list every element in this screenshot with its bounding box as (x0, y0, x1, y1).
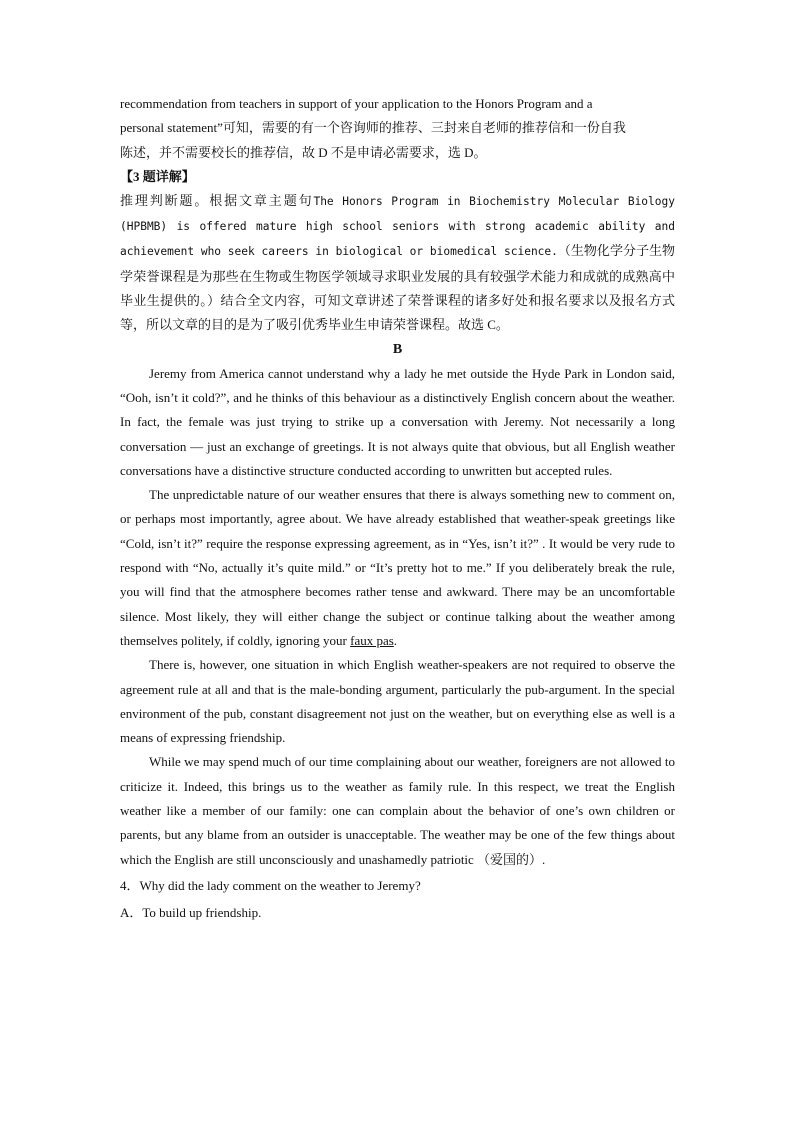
paragraph-2-end: . (393, 632, 398, 648)
passage-paragraph-1: Jeremy from America cannot understand why a lady he met outside the Hyde Park in London said, “Ooh, isn’t it cold?”, and he thinks of this behaviour as a distinctively English concern about the weather. In fact, the female was just trying to strike up a conversation with Jeremy. Not necessarily a long conversation — just an exchange of greetings. It is not always quite that obvious, but all English weather conversations have a distinctive structure conducted according to unwritten but accepted rules. (120, 365, 675, 478)
previous-answer (120, 92, 675, 165)
q3-explanation (120, 189, 675, 338)
passage-paragraph-3: There is, however, one situation in which English weather-speakers are not required to observe the agreement rule at all and that is the male-bonding argument, particularly the pub-argument. In the special environment of the pub, constant disagreement not just on the weather, but on everything else as well is a means of expressing friendship. (120, 657, 675, 746)
q3-quote: The Honors Program in Biochemistry Molecular Biology (HPBMB) is offered mature high school seniors with strong academic ability and achievement who seek careers in biological or biomedical science. (120, 194, 675, 259)
q3-intro: 推理判断题。根据文章主题句 (120, 192, 314, 208)
passage-paragraph-4: While we may spend much of our time complaining about our weather, foreigners are not allowed to criticize it. Indeed, this brings us to the weather as family rule. In this respect, we treat the English weather like a member of our family: one can complain about the behavior of one’s own children or parents, but any blame from an outsider is unacceptable. The weather may be one of the few things about which the English are still unconsciously and unashamedly patriotic （爱国的）. (120, 754, 675, 867)
paragraph-2-text: The unpredictable nature of our weather ensures that there is always something new to comment on, or perhaps most importantly, agree about. We have already established that weather-speak greetings like “Cold, isn’t it?” require the response expressing agreement, as in “Yes, isn’t it?” . It would be very rude to respond with “No, actually it’s quite mild.” or “It’s pretty hot to me.” If you deliberately break the rule, you will find that the atmosphere becomes rather tense and awkward. There may be an uncomfortable silence. Most likely, they will either change the subject or continue talking about the weather among themselves politely, if coldly, ignoring your (120, 487, 675, 648)
faux-pas-underlined: faux pas (350, 632, 394, 648)
previous-answer-line-1: recommendation from teachers in support of your application to the Honors Program and a (120, 96, 593, 111)
section-b-title: B (392, 341, 403, 357)
question-4-stem: 4．Why did the lady comment on the weather to Jeremy? (120, 877, 421, 893)
passage-paragraph-2 (120, 483, 675, 653)
previous-answer-line-3: 陈述，并不需要校长的推荐信，故 D 不是申请必需要求，选 D。 (120, 144, 487, 160)
previous-answer-line-2: personal statement”可知，需要的有一个咨询师的推荐、三封来自老师的推荐信和一份自我 (120, 120, 626, 136)
document-page (120, 92, 675, 926)
q3-heading: 【3 题详解】 (120, 168, 195, 184)
question-4-option-a: A．To build up friendship. (120, 904, 262, 920)
q3-explain: （生物化学分子生物学荣誉课程是为那些在生物或生物医学领域寻求职业发展的具有较强学术能力和成就的成熟高中毕业生提供的。）结合全文内容，可知文章讲述了荣誉课程的诸多好处和报名要求以及报名方式等，所以文章的目的是为了吸引优秀毕业生申请荣誉课程。故选 C。 (120, 243, 675, 333)
